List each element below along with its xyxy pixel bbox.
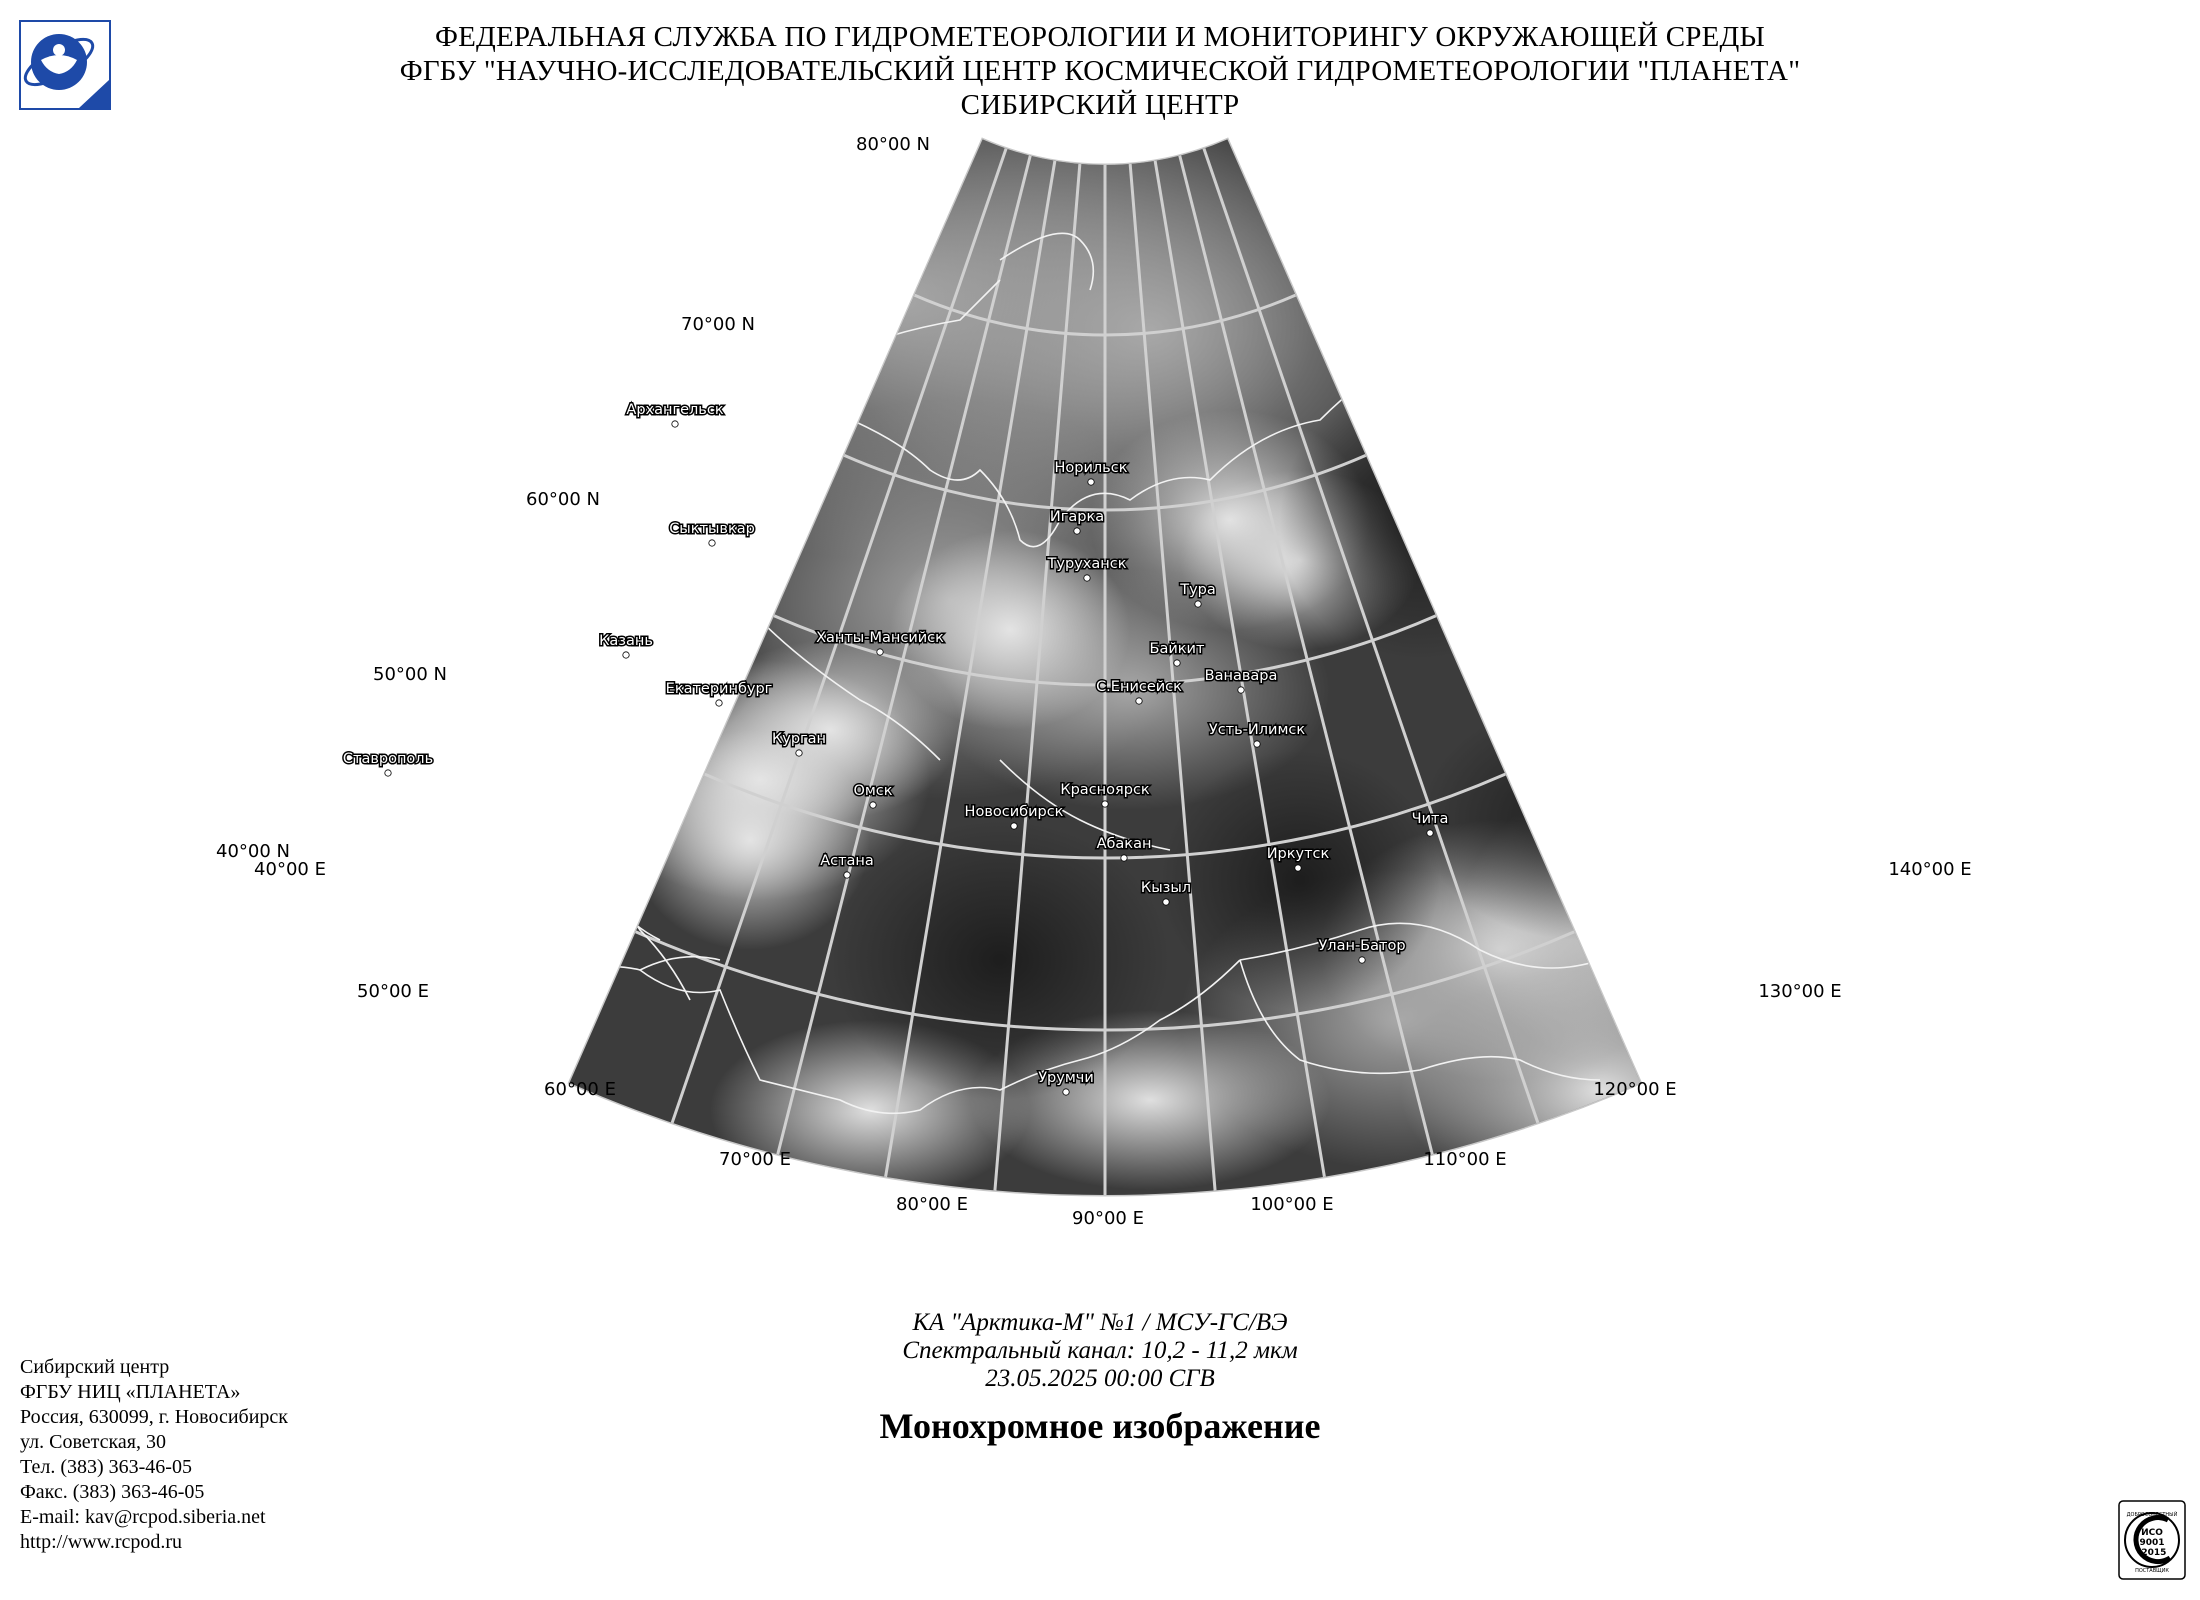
city-dot xyxy=(1063,1089,1069,1095)
city-dot xyxy=(1427,830,1433,836)
city-label: Ханты-Мансийск xyxy=(816,630,944,646)
cloud-mass xyxy=(1520,540,1920,860)
longitude-label: 40°00 E xyxy=(254,859,326,880)
city-label: Сыктывкар xyxy=(669,521,755,537)
contact-block xyxy=(20,1355,288,1555)
city-label: Курган xyxy=(771,731,827,747)
city-label: Норильск xyxy=(1054,460,1128,476)
city-label: Иркутск xyxy=(1266,846,1330,862)
city-label: Туруханск xyxy=(1047,556,1127,572)
iso-arc-text: ДОБРОСОВЕСТНЫЙ xyxy=(2126,1512,2178,1518)
city-label: Кызыл xyxy=(1140,880,1192,896)
contact-email[interactable]: E-mail: kav@rcpod.siberia.net xyxy=(20,1506,266,1528)
city-label: Ставрополь xyxy=(342,751,434,767)
city-dot xyxy=(1121,855,1127,861)
city-label: Екатеринбург xyxy=(665,681,773,697)
city-label: Новосибирск xyxy=(964,804,1064,820)
city-dot xyxy=(716,700,722,706)
latitude-label: 70°00 N xyxy=(681,314,755,335)
caption-satellite: КА "Арктика-М" №1 / МСУ-ГС/ВЭ xyxy=(912,1309,1288,1336)
coastline xyxy=(1800,640,1990,780)
cloud-mass xyxy=(830,820,1170,1100)
city-dot xyxy=(1084,575,1090,581)
longitude-label: 140°00 E xyxy=(1888,859,1972,880)
city-label: Чита xyxy=(1411,811,1449,827)
image-mode-title: Монохромное изображение xyxy=(879,1406,1321,1446)
city-label: Омск xyxy=(853,783,893,799)
city-dot xyxy=(1102,801,1108,807)
header-line-3: СИБИРСКИЙ ЦЕНТР xyxy=(960,89,1240,121)
city-dot xyxy=(877,649,883,655)
city-dot xyxy=(1295,865,1301,871)
contact-line: Тел. (383) 363-46-05 xyxy=(20,1456,192,1478)
city-label: Архангельск xyxy=(626,402,724,418)
cloud-mass xyxy=(340,400,780,800)
longitude-label: 80°00 E xyxy=(896,1194,968,1215)
coastline xyxy=(1560,320,1700,620)
city-dot xyxy=(1254,741,1260,747)
city-dot xyxy=(385,770,391,776)
contact-line: ФГБУ НИЦ «ПЛАНЕТА» xyxy=(20,1381,241,1403)
city-dot xyxy=(672,421,678,427)
longitude-label: 110°00 E xyxy=(1423,1149,1507,1170)
city-label: Игарка xyxy=(1049,509,1105,525)
caption-channel: Спектральный канал: 10,2 - 11,2 мкм xyxy=(902,1337,1298,1364)
city-label: Тура xyxy=(1180,582,1216,598)
cloud-mass xyxy=(1520,260,1880,580)
city-label: Астана xyxy=(820,853,874,869)
city-dot xyxy=(709,540,715,546)
latitude-label: 40°00 N xyxy=(216,841,290,862)
cloud-mass xyxy=(630,730,870,950)
city-dot xyxy=(870,802,876,808)
city-label: Байкит xyxy=(1149,641,1205,657)
city-dot xyxy=(1195,601,1201,607)
cloud-mass xyxy=(1160,750,1440,1010)
city-dot xyxy=(1088,479,1094,485)
city-dot xyxy=(844,872,850,878)
city-label: С.Енисейск xyxy=(1096,679,1182,695)
longitude-label: 50°00 E xyxy=(357,981,429,1002)
cloud-mass xyxy=(1660,870,1980,1150)
contact-url[interactable]: http://www.rcpod.ru xyxy=(20,1531,183,1553)
contact-line: Россия, 630099, г. Новосибирск xyxy=(20,1406,289,1428)
cloud-mass xyxy=(1650,690,1990,950)
caption-datetime: 23.05.2025 00:00 СГВ xyxy=(985,1365,1215,1392)
contact-line: Сибирский центр xyxy=(20,1356,170,1378)
city-label: Абакан xyxy=(1096,836,1152,852)
city-label: Улан-Батор xyxy=(1318,938,1406,954)
contact-line: ул. Советская, 30 xyxy=(20,1431,166,1453)
iso-line-2: 9001 xyxy=(2139,1538,2165,1548)
longitude-label: 90°00 E xyxy=(1072,1208,1144,1229)
iso-bottom-text: ПОСТАВЩИК xyxy=(2135,1568,2169,1574)
coastline xyxy=(300,790,540,1000)
city-dot xyxy=(1136,698,1142,704)
longitude-label: 120°00 E xyxy=(1593,1079,1677,1100)
city-label: Красноярск xyxy=(1060,782,1150,798)
city-label: Ванавара xyxy=(1204,668,1278,684)
longitude-label: 130°00 E xyxy=(1758,981,1842,1002)
city-label: Усть-Илимск xyxy=(1208,722,1306,738)
longitude-label: 60°00 E xyxy=(544,1079,616,1100)
city-label: Казань xyxy=(599,633,653,649)
cloud-mass xyxy=(1280,380,1560,660)
city-dot xyxy=(1163,899,1169,905)
header-line-2: ФГБУ "НАУЧНО-ИССЛЕДОВАТЕЛЬСКИЙ ЦЕНТР КОСМИЧЕСКОЙ ГИДРОМЕТЕОРОЛОГИИ "ПЛАНЕТА" xyxy=(399,55,1801,87)
city-dot xyxy=(1011,823,1017,829)
city-label: Урумчи xyxy=(1038,1070,1094,1086)
longitude-label: 100°00 E xyxy=(1250,1194,1334,1215)
cloud-mass xyxy=(250,640,610,960)
city-dot xyxy=(1359,957,1365,963)
iso-certification-badge xyxy=(2118,1500,2186,1580)
city-dot xyxy=(796,750,802,756)
latitude-label: 80°00 N xyxy=(856,134,930,155)
city-dot xyxy=(623,652,629,658)
cloud-mass xyxy=(1420,700,1740,940)
iso-line-3: -2015 xyxy=(2137,1548,2167,1558)
latitude-label: 50°00 N xyxy=(373,664,447,685)
coastline xyxy=(480,830,620,940)
iso-line-1: ИСО xyxy=(2141,1528,2163,1538)
city-dot xyxy=(1238,687,1244,693)
city-dot xyxy=(1174,660,1180,666)
latitude-label: 60°00 N xyxy=(526,489,600,510)
header-line-1: ФЕДЕРАЛЬНАЯ СЛУЖБА ПО ГИДРОМЕТЕОРОЛОГИИ И МОНИТОРИНГУ ОКРУЖАЮЩЕЙ СРЕДЫ xyxy=(435,21,1765,53)
longitude-label: 70°00 E xyxy=(719,1149,791,1170)
contact-line: Факс. (383) 363-46-05 xyxy=(20,1481,205,1503)
city-dot xyxy=(1074,528,1080,534)
